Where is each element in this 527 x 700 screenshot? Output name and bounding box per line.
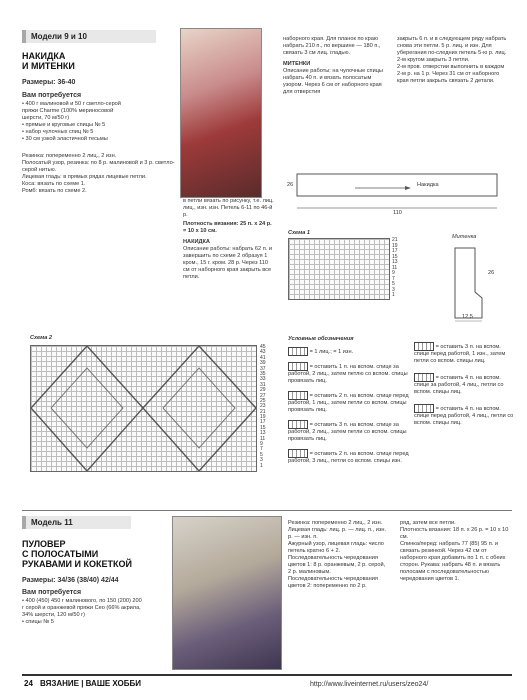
legend-symbol [414, 373, 434, 382]
row-number: 15 [260, 424, 266, 431]
magazine-name: ВЯЗАНИЕ | ВАШЕ ХОББИ [40, 679, 142, 688]
row-number: 21 [260, 408, 266, 415]
legend-item [288, 362, 410, 385]
dim-d: 12,5 [462, 314, 473, 320]
legend-text: = оставить 4 п. на вспом. спице перед работой, 4 лиц., петли со вспом. спицы лиц. [414, 405, 514, 426]
section-divider [22, 510, 512, 511]
dim-a: 26 [287, 182, 294, 188]
row-number: 19 [392, 242, 398, 249]
legend-symbol [288, 420, 308, 429]
scheme1-grid [288, 238, 390, 300]
legend-item [414, 373, 514, 396]
legend-item [288, 420, 410, 443]
article-title: ПУЛОВЕР С ПОЛОСАТЫМИ РУКАВАМИ И КОКЕТКОЙ [22, 539, 132, 569]
source-url[interactable]: http://www.liveinternet.ru/users/zeo24/ [310, 681, 429, 688]
legend-symbol [288, 347, 308, 356]
need-heading: Вам потребуется [22, 589, 82, 596]
mitenka-svg [440, 244, 510, 324]
scheme1-title: Схема 1 [288, 230, 311, 236]
row-number: 13 [260, 430, 266, 437]
mid-intro: в петли вязать по рисунку, т.е. лиц. лиц., изн. изн. Петель 6-11 по 46-й р. [183, 198, 274, 218]
row-number: 13 [392, 259, 398, 265]
density: Плотность вязания: 25 п. x 24 р. = 10 x 10 см. [183, 221, 272, 234]
right-col2: закрыть 6 п. и в следующем ряду набрать снова эти петли. 5 р. лиц. и изн. Для уберегания по-следних петель 5-ю р. лиц. 2-м кругом закрыть 3 петли. 2-м пров. отверстии выполнить в каждом 2-м р. на 1 р. Через 31 см от наборного края петли закрыть связать 2 детали. [397, 36, 507, 84]
legend-symbol [288, 449, 308, 458]
legend-text: = оставить 4 п. на вспом. спице за работой, 4 лиц., петли со вспом. спицы лиц. [414, 374, 504, 395]
row-number: 35 [260, 370, 266, 377]
row-number: 25 [260, 397, 266, 404]
row-number: 11 [260, 435, 266, 442]
legend-symbol [288, 362, 308, 371]
row-number: 43 [260, 349, 266, 356]
legend-symbol [414, 404, 434, 413]
article-title: НАКИДКА И МИТЕНКИ [22, 51, 75, 71]
row-number: 1 [392, 292, 395, 298]
legend-item [288, 449, 410, 465]
row-number: 33 [260, 376, 266, 383]
row-number: 5 [392, 281, 395, 287]
nakidka-heading: НАКИДКА [183, 239, 210, 245]
row-number: 17 [392, 248, 398, 254]
top-mid-text [183, 198, 275, 281]
legend-item [288, 391, 410, 414]
legend-title: Условные обозначения [288, 336, 354, 342]
model-photo [180, 28, 262, 198]
mitenki-heading: МИТЕНКИ [283, 61, 311, 67]
row-number: 3 [260, 457, 263, 464]
scheme2-grid [30, 345, 257, 472]
diamond-pattern-svg [31, 346, 256, 471]
row-number: 21 [392, 237, 398, 243]
row-number: 3 [392, 286, 395, 293]
legend-text: = оставить 3 п. на вспом. спице перед работой, 1 изн., затем петли со вспом. спицы лиц. [414, 343, 506, 364]
legend-right [414, 342, 514, 435]
materials: • 400 г малиновой и 50 г светло-серой пряжи Charme (100% мериносовой шерсти, 70 м/50 г) • прямые и круговые спицы № 5 • набор чулочных спиц № 5 • 30 см узкой эластичной тесьмы [22, 101, 121, 142]
legend-text: = оставить 2 п. на вспом. спице перед работой, 1 лиц., затем петли со вспом. спицы провязать лиц. [288, 392, 409, 413]
row-number: 17 [260, 419, 266, 426]
row-number: 15 [392, 253, 398, 260]
need-heading: Вам потребуется [22, 92, 82, 99]
top-right-column-1 [283, 36, 383, 96]
scheme1-row-numbers [392, 238, 404, 299]
bottom-right-text: ряд, затем все петли. Плотность вязания: 18 п. x 26 р. = 10 x 10 см. Спинка/перед: набрать 77 (85) 95 п. и связать резинкой. Через 42 см от наборного края добавить по 1 п. с обеих сторон. Рукава: набрать 48 п. и вязать полосами с последовательностью чередования цветов 1. [400, 520, 509, 582]
row-number: 7 [260, 446, 263, 453]
row-number: 7 [392, 275, 395, 282]
dim-c: 26 [488, 270, 495, 276]
mitenka-diagram [440, 244, 510, 324]
legend-item [414, 342, 514, 365]
legend-text: = 1 лиц.; = 1 изн. [309, 348, 354, 355]
legend-text: = оставить 1 п. на вспом. спице за работой, 2 лиц., затем петлю со вспом. спицы провязать лиц. [288, 363, 408, 384]
row-number: 9 [392, 270, 395, 276]
scheme2-row-numbers [260, 345, 274, 469]
bottom-left-column [22, 516, 172, 626]
row-number: 5 [260, 451, 263, 458]
mitenka-label: Митенка [452, 234, 477, 240]
row-number: 37 [260, 365, 266, 372]
nakidka-desc: Описание работы: набрать 62 п. и завершить по схеме 2 образуя 1 кром., 15 г. кром. 28 р. Через 110 см от наборного края закрыть все петли. [183, 246, 272, 280]
bottom-mid-text: Резинка: попеременно 2 лиц., 2 изн. Лицевая гладь: лиц. р. — лиц. п., изн. р. — изн. п. Ажурный узор, лицевая гладь: число петель кратно 6 + 2. Последовательность чередования цветов 1: 8 р. оранжевым, 2 р. серой, 2 р. малиновым. Последовательность чередования цветов 2: попеременно по 2 р. [288, 520, 387, 589]
row-number: 23 [260, 403, 266, 410]
sizes: Размеры: 36-40 [22, 79, 76, 86]
materials: • 400 (450) 450 г малинового, по 150 (200) 200 г серой и оранжевой пряжи Ceo (66% акрила, 34% шерсти, 120 м/50 г) • спицы № 5 [22, 598, 142, 625]
legend-text: = оставить 2 п. на вспом. спице перед работой, 3 лиц., петли со вспом. спицы изн. [288, 450, 409, 464]
model-tag: Модели 9 и 10 [22, 30, 156, 43]
row-number: 41 [260, 354, 266, 361]
sizes: Размеры: 34/36 (38/40) 42/44 [22, 577, 119, 584]
top-right-column-2 [397, 36, 507, 85]
model-tag: Модель 11 [22, 516, 131, 529]
row-number: 9 [260, 441, 263, 448]
legend [288, 336, 410, 471]
instructions: Резинка: попеременно 2 лиц., 2 изн. Полосатый узор, резинка: по 8 р. малиновой и 3 р. светло-серой нитью. Лицевая гладь: в прямых рядах лицевые петли. Коса: вязать по схеме 1. Ромб: вязать по схеме 2. [22, 153, 175, 194]
row-number: 31 [260, 381, 266, 388]
row-number: 1 [260, 462, 263, 469]
right-intro: наборного края. Для планок по краю набрать 210 п., по вершине — 180 п., связать 3 см лиц. гладью. [283, 36, 381, 56]
legend-text: = оставить 3 п. на вспом. спице за работой, 2 лиц., затем петли со вспом. спицы провязать лиц. [288, 421, 407, 442]
mitenki-desc: Описание работы: на чулочные спицы набрать 40 п. и вязать полосатым узором. Через 6 см от наборного края для отверстия [283, 68, 383, 95]
row-number: 39 [260, 360, 266, 367]
legend-symbol [288, 391, 308, 400]
legend-item [414, 404, 514, 427]
nakidka-diagram [285, 168, 507, 220]
row-number: 27 [260, 392, 266, 399]
legend-symbol [414, 342, 434, 351]
row-number: 45 [260, 344, 266, 350]
legend-item [288, 347, 410, 356]
nakidka-label: Накидка [417, 182, 439, 188]
page-number: 24 [24, 679, 33, 688]
footer-divider [22, 674, 512, 676]
row-number: 29 [260, 387, 266, 394]
row-number: 11 [392, 264, 398, 271]
model-photo-2 [172, 516, 282, 670]
row-number: 19 [260, 414, 266, 421]
dim-b: 110 [393, 210, 402, 216]
scheme2-title: Схема 2 [30, 335, 53, 341]
top-left-column [22, 30, 182, 280]
